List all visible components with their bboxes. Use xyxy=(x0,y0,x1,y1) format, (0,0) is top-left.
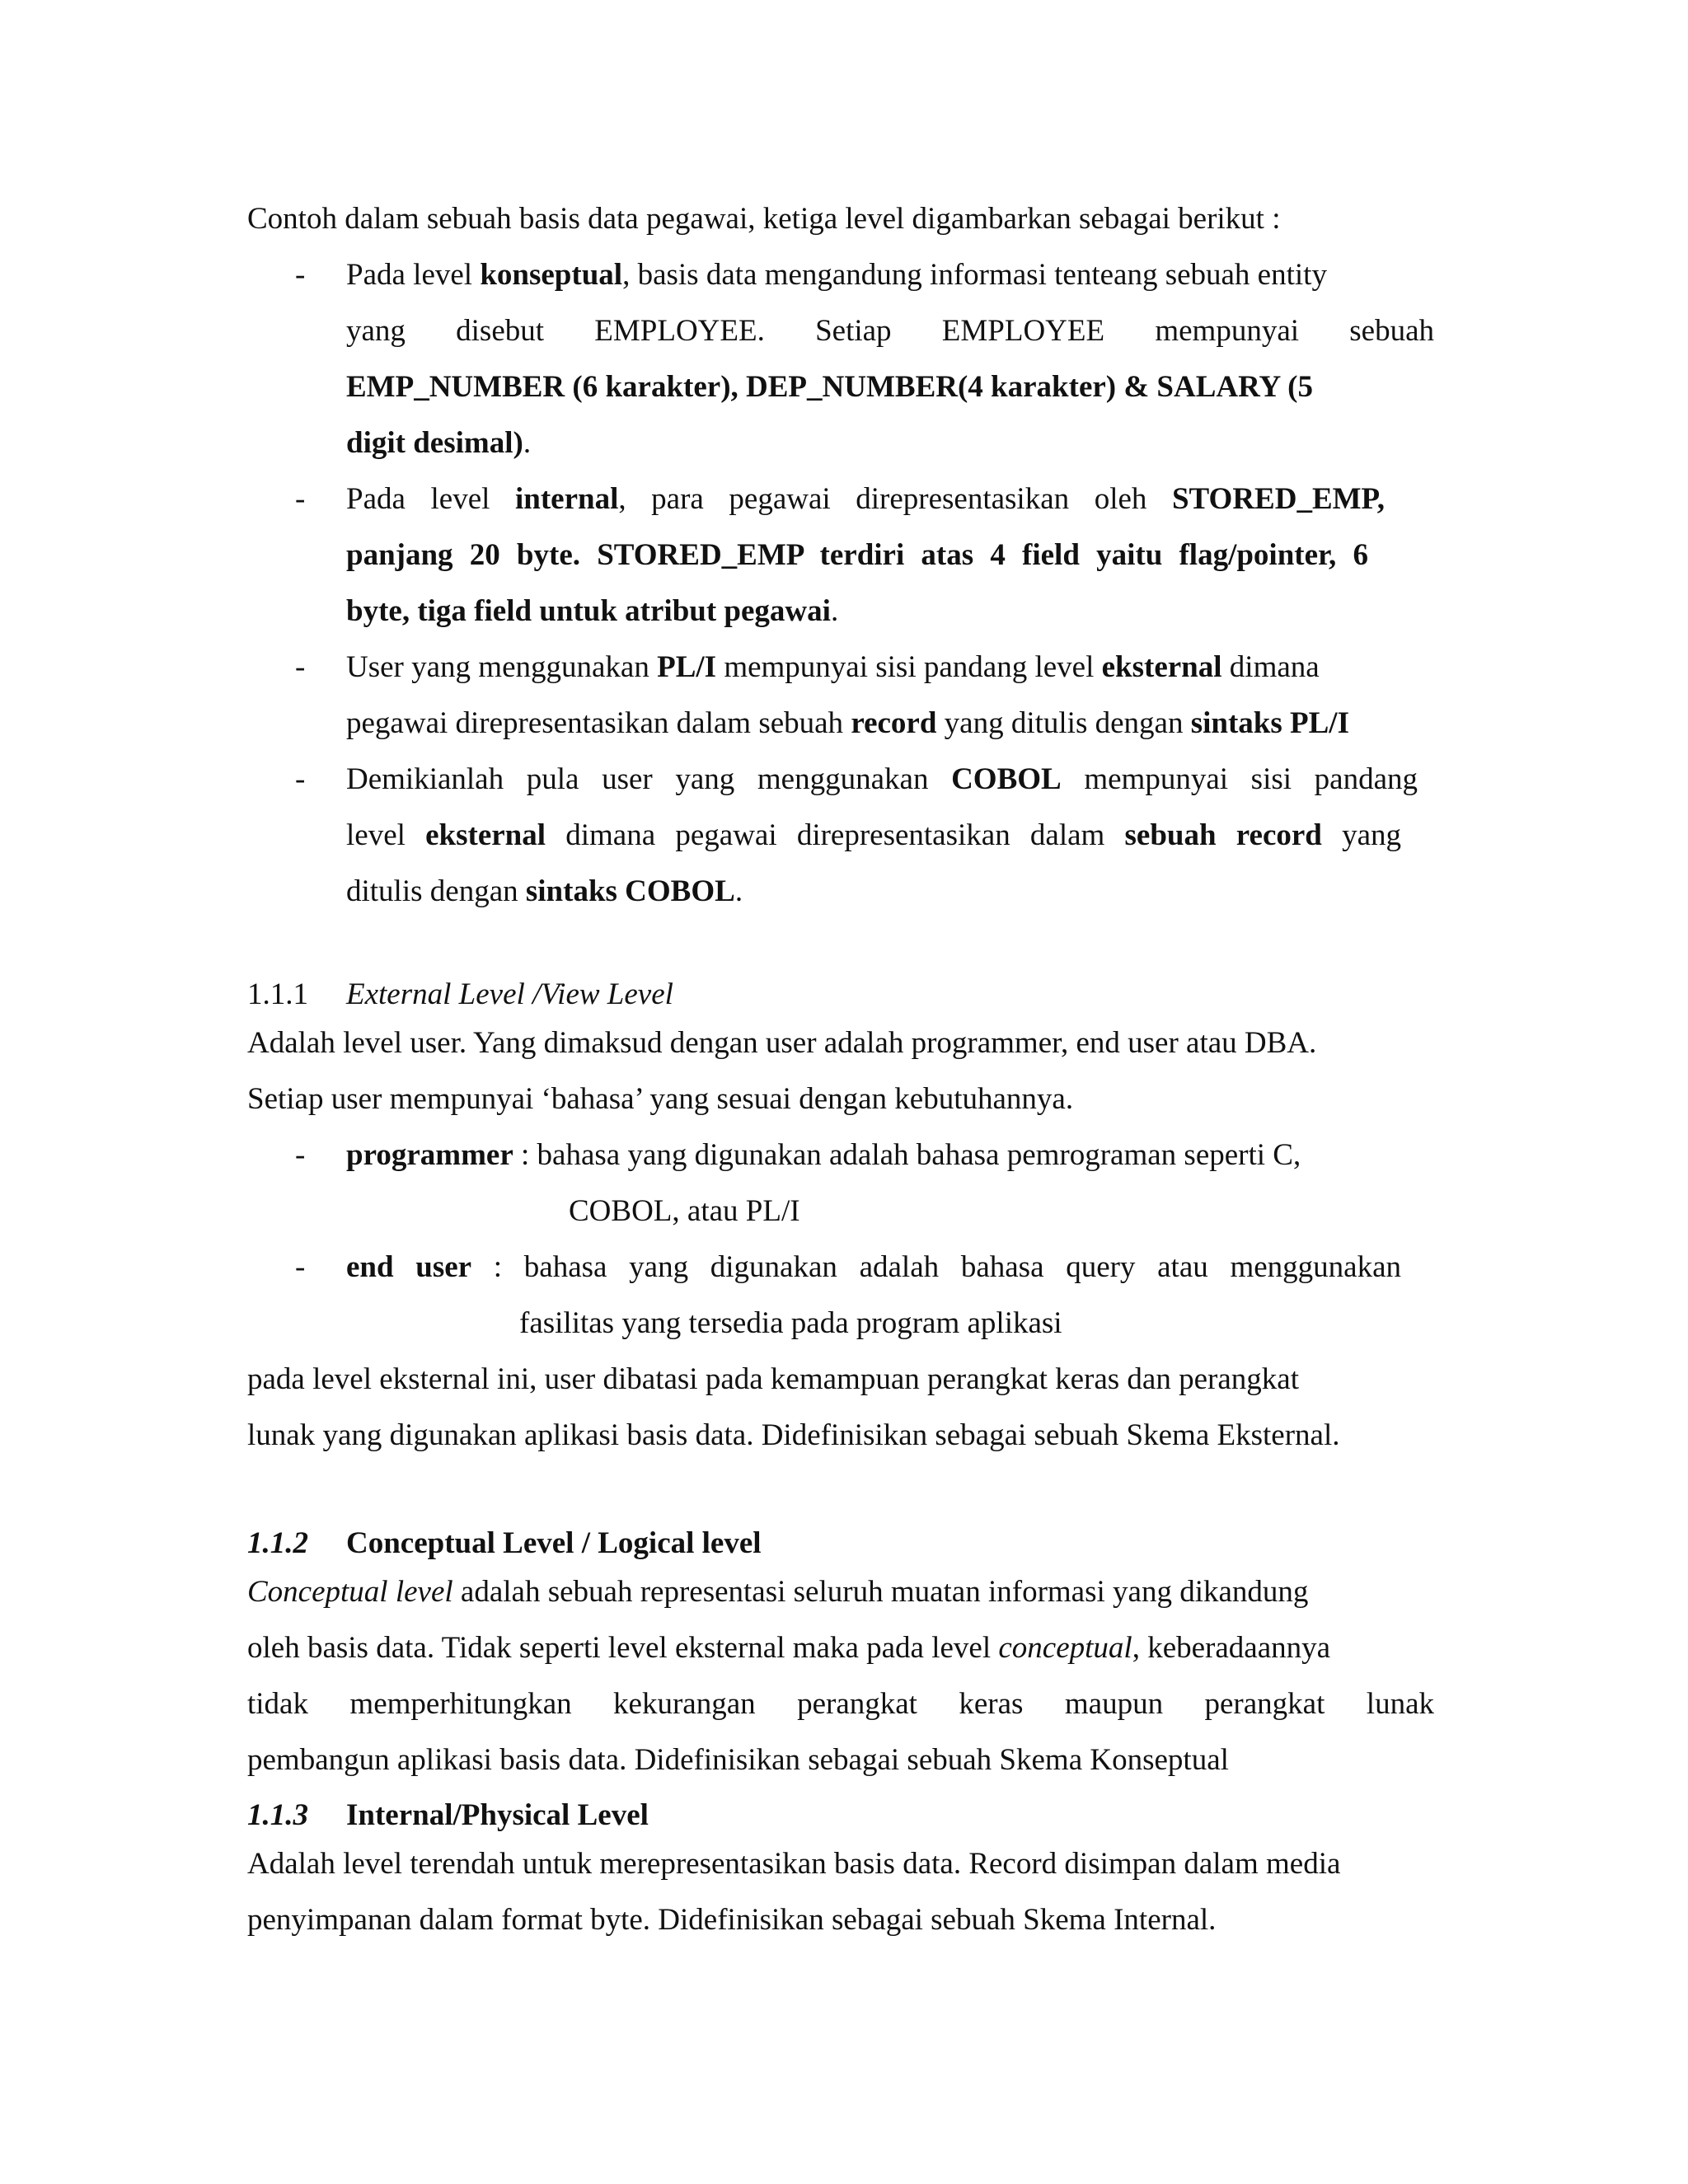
intro-paragraph: Contoh dalam sebuah basis data pegawai, ketiga level digambarkan sebagai berikut : xyxy=(247,202,1281,236)
list-dash: - xyxy=(295,1250,306,1284)
item-line: level eksternal dimana pegawai direpresentasikan dalam sebuah record yang xyxy=(346,818,1401,852)
paragraph-line: penyimpanan dalam format byte. Didefinisikan sebagai sebuah Skema Internal. xyxy=(247,1903,1217,1937)
item-line: Demikianlah pula user yang menggunakan COBOL mempunyai sisi pandang xyxy=(346,762,1418,796)
list-item xyxy=(247,247,1434,471)
paragraph-line: tidak memperhitungkan kekurangan perangkat keras maupun perangkat lunak xyxy=(247,1687,1434,1721)
list-dash: - xyxy=(295,762,306,796)
paragraph-line: Conceptual level adalah sebuah representasi seluruh muatan informasi yang dikandung xyxy=(247,1575,1309,1609)
paragraph-line: Adalah level user. Yang dimaksud dengan user adalah programmer, end user atau DBA. xyxy=(247,1026,1317,1060)
item-line: pegawai direpresentasikan dalam sebuah record yang ditulis dengan sintaks PL/I xyxy=(346,706,1349,740)
list-dash: - xyxy=(295,258,306,292)
item-line: fasilitas yang tersedia pada program aplikasi xyxy=(519,1306,1062,1340)
section-heading-112: 1.1.2 Conceptual Level / Logical level xyxy=(247,1526,762,1560)
list-item xyxy=(247,640,1434,752)
paragraph-line: oleh basis data. Tidak seperti level eksternal maka pada level conceptual, keberadaannya xyxy=(247,1631,1331,1665)
item-line: User yang menggunakan PL/I mempunyai sisi pandang level eksternal dimana xyxy=(346,650,1320,684)
document-page xyxy=(247,191,1434,1948)
list-dash: - xyxy=(295,650,306,684)
paragraph-line: pada level eksternal ini, user dibatasi pada kemampuan perangkat keras dan perangkat xyxy=(247,1362,1299,1396)
list-item xyxy=(247,1240,1434,1352)
paragraph-line: Setiap user mempunyai ‘bahasa’ yang sesuai dengan kebutuhannya. xyxy=(247,1082,1074,1116)
item-line: end user : bahasa yang digunakan adalah bahasa query atau menggunakan xyxy=(346,1250,1402,1284)
list-item xyxy=(247,1127,1434,1240)
spacer xyxy=(247,920,1434,974)
item-line: panjang 20 byte. STORED_EMP terdiri atas 4 field yaitu flag/pointer, 6 xyxy=(346,538,1368,572)
paragraph-line: pembangun aplikasi basis data. Didefinisikan sebagai sebuah Skema Konseptual xyxy=(247,1743,1229,1777)
list-item xyxy=(247,752,1434,920)
paragraph-line: lunak yang digunakan aplikasi basis data. Didefinisikan sebagai sebuah Skema Eksternal. xyxy=(247,1418,1340,1452)
item-line: programmer : bahasa yang digunakan adalah bahasa pemrograman seperti C, xyxy=(346,1138,1301,1172)
list-dash: - xyxy=(295,482,306,516)
item-line: byte, tiga field untuk atribut pegawai. xyxy=(346,594,839,628)
section-heading-111: 1.1.1 External Level /View Level xyxy=(247,977,673,1011)
paragraph-line: Adalah level terendah untuk merepresentasikan basis data. Record disimpan dalam media xyxy=(247,1847,1341,1881)
list-item xyxy=(247,471,1434,640)
list-dash: - xyxy=(295,1138,306,1172)
spacer xyxy=(247,1464,1434,1523)
item-line: COBOL, atau PL/I xyxy=(569,1194,800,1228)
item-line: digit desimal). xyxy=(346,426,532,460)
section-heading-113: 1.1.3 Internal/Physical Level xyxy=(247,1798,649,1832)
item-line: Pada level konseptual, basis data mengandung informasi tenteang sebuah entity xyxy=(346,258,1327,292)
item-line: Pada level internal, para pegawai direpresentasikan oleh STORED_EMP, xyxy=(346,482,1386,516)
item-line: ditulis dengan sintaks COBOL. xyxy=(346,874,743,908)
item-line: yang disebut EMPLOYEE. Setiap EMPLOYEE mempunyai sebuah xyxy=(346,314,1434,348)
item-line: EMP_NUMBER (6 karakter), DEP_NUMBER(4 karakter) & SALARY (5 xyxy=(346,370,1313,404)
